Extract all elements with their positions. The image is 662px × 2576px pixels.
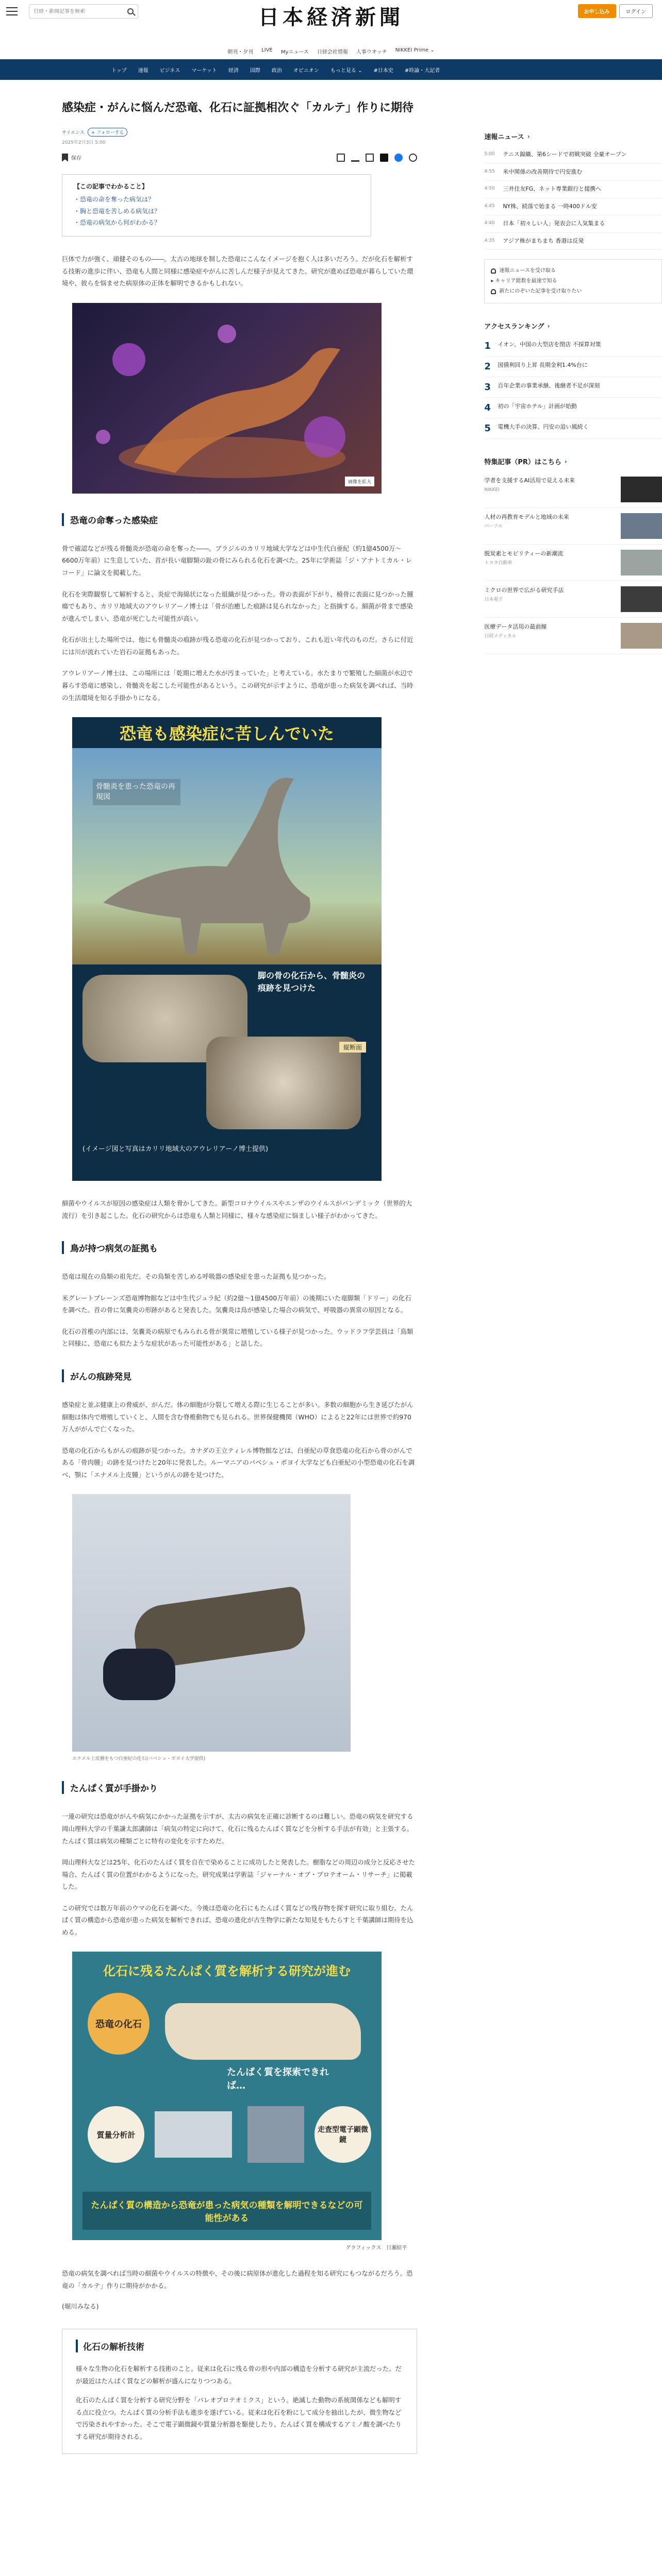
pr-heading[interactable] <box>484 456 662 466</box>
closing-paragraph: 恐竜の病気を調べれば当時の細菌やウイルスの特徴や、その後に病原体が進化した過程を知る研究にもつながるだろう。恐竜の「カルテ」作りに期待がかかる。 <box>62 2269 413 2290</box>
search-input[interactable] <box>34 9 127 14</box>
rank-text: 百年企業の事業承継、後継者不足が深刻 <box>498 382 600 389</box>
section-heading: たんぱく質が手掛かり <box>62 1781 417 1794</box>
news-text: アジア株がまちまち 香港は反発 <box>503 237 584 244</box>
bookmark-icon <box>62 154 68 162</box>
subnav-item[interactable]: Myニュース <box>280 49 309 55</box>
publish-date: 2025年2月3日 5:00 <box>62 140 106 145</box>
expand-image-button[interactable]: 画像を拡大 <box>345 477 374 486</box>
protein-research-figure[interactable] <box>62 1952 417 2251</box>
nav-item[interactable]: トップ <box>111 67 127 74</box>
figure-conclusion: たんぱく質の構造から恐竜が患った病気の種類を解明できるなどの可能性がある <box>82 2192 371 2230</box>
subnav-item[interactable]: 日経会社情報 <box>317 49 348 55</box>
pr-item[interactable] <box>484 545 662 581</box>
x-share-icon[interactable] <box>380 154 388 162</box>
nav-item[interactable]: #日本史 <box>373 67 393 74</box>
sidebar <box>484 80 662 2454</box>
pr-item[interactable] <box>484 581 662 618</box>
label-fossil-circle: 恐竜の化石 <box>88 1993 150 2055</box>
body-paragraph: 化石を実際観察して解析すると、炎症で海綿状になった組織が見つかった。骨の表面が下がり、橈骨に表面に見つかった腫瘍でもあり、カリリ地域大のアウレリアーノ博士は「骨が治癒した痕跡は見られなかった」と指摘する。細菌が骨まで感染が進んでしまい、恐竜が死亡した可能性が高い。 <box>62 590 413 622</box>
label-fossil: 脚の骨の化石から、骨髄炎の痕跡を見つけた <box>258 971 366 993</box>
body-paragraph: 恐竜の化石からもがんの痕跡が見つかった。カナダの王立ティレル博物館などは、白亜紀の草食恐竜の化石から骨のがんである「骨肉腫」の跡を見つけたと20年に発表した。ルーマニアのバベシュ・ボヨイ大学なども白亜紀の小型恐竜の化石を調べ、顎に「エナメル上皮腫」というがんの跡を見つけた。 <box>62 1446 415 1479</box>
font-size-icon[interactable] <box>351 154 359 162</box>
ranking-item[interactable] <box>484 357 662 377</box>
hero-figure <box>62 303 417 494</box>
label-cross-section: 縦断面 <box>339 1042 366 1053</box>
pr-title: 人材の再教育モデルと地域の未来 <box>484 514 569 520</box>
pr-source: パーソル <box>484 523 503 529</box>
nav-item[interactable]: 経済 <box>228 67 239 74</box>
pr-item[interactable] <box>484 618 662 654</box>
nav-item[interactable]: ビジネス <box>159 67 180 74</box>
link-copy-icon[interactable] <box>409 154 417 162</box>
ranking-list <box>484 336 662 439</box>
pr-list <box>484 471 662 654</box>
pr-title: ミクロの世界で広がる研究手法 <box>484 587 564 594</box>
illustration-svg <box>72 303 382 494</box>
pr-thumbnail <box>621 550 662 575</box>
summary-item[interactable]: ・胸と恐竜を苦しめる病気は？ <box>74 207 161 215</box>
summary-item[interactable]: ・恐竜の病気から何がわかる？ <box>74 219 161 227</box>
nav-item[interactable]: 速報 <box>138 67 148 74</box>
body-paragraph: 米グレートプレーンズ恐竜博物館などは中生代ジュラ紀（約2億～1億4500万年前）の後期にいた竜脚類「ドリー」の化石を調べた。首の骨に気嚢炎の形跡があると発表した。気嚢炎は鳥が感染した場合の病気で、呼吸器の異常の原因となる。 <box>62 1294 411 1314</box>
fossil-photo-panel <box>72 964 382 1160</box>
pr-source: 日本電子 <box>484 597 503 602</box>
pr-thumbnail <box>621 623 662 649</box>
figure-title: 恐竜も感染症に苦しんでいた <box>119 724 334 744</box>
figure-credit: グラフィックス 日瀬紹平 <box>345 2245 407 2251</box>
facebook-share-icon[interactable] <box>394 154 403 162</box>
search-icon[interactable] <box>127 8 134 14</box>
nav-item[interactable]: マーケット <box>191 67 217 74</box>
news-item[interactable] <box>484 198 662 216</box>
news-time: 4:45 <box>484 203 495 209</box>
main-navigation <box>0 59 662 80</box>
body-paragraph: 細菌やウイルスが原因の感染症は人類を脅かしてきた。新型コロナウイルスやエンザのウイルスがパンデミック（世界的大流行）を引き起こした。化石の研究からは恐竜も人類と同様に、様々な感染症に悩ましい様子がわかってきた。 <box>62 1199 412 1219</box>
subnav-item[interactable]: 朝刊・夕刊 <box>227 49 254 55</box>
ranking-item[interactable] <box>484 336 662 357</box>
subscribe-button[interactable]: お申し込み <box>578 4 616 18</box>
body-paragraph: この研究では数万年前のウマの化石を調べた。今後は恐竜の化石にもたんぱく質などの残存物を探す研究に取り組む。たんぱく質の構造から恐竜が患った病気を解析できれば、恐竜の進化が古生物学に新たな知見をもたらすと千葉講師は期待を込める。 <box>62 1904 413 1936</box>
chevron-right-icon: › <box>547 322 550 330</box>
promo-text: 速報ニュースを受け取る <box>499 268 556 274</box>
nav-item[interactable]: 政治 <box>271 67 282 74</box>
pr-thumbnail <box>621 513 662 539</box>
subnav-item[interactable]: 人事ウオッチ <box>356 49 387 55</box>
pr-source: 日経メディカル <box>484 633 517 639</box>
pr-title: 学者を支援するAI活用で見える未来 <box>484 477 575 484</box>
topic-tag[interactable]: サイエンス <box>62 130 85 135</box>
rank-number: 1 <box>484 341 491 351</box>
body-paragraph: 化石が出土した場所では、他にも骨髄炎の痕跡が残る恐竜の化石が見つかっており、これも近い年代のものだ。さらに付近には川が流れていた岩石の証拠もあった。 <box>62 636 413 656</box>
mass-spectrometer-image <box>155 2111 232 2158</box>
promo-text: 新たにのぞいた記事を受け取りたい <box>499 289 582 294</box>
glossary-paragraph: 様々な生物の化石を解析する技術のこと。従来は化石に残る骨の形や内部の構造を分析する研究が主流だった。だが最近はたんぱく質などの解析が盛んになりつつある。 <box>76 2365 402 2385</box>
pr-item[interactable] <box>484 508 662 545</box>
dinosaur-virus-illustration[interactable] <box>72 303 382 494</box>
body-paragraph: 感染症と並ぶ健康上の脅威が、がんだ。体の細胞が分裂して増える際に生じることが多い。多数の細胞から生き延びたがん細胞は体内で増殖していくと、人間を含む脊椎動物でも見られる。世界保健機関（WHO）によると22年には世界で約970万人ががんで亡くなった。 <box>62 1401 413 1433</box>
body-paragraph: 岡山理科大などは25年、化石のたんぱく質を自在で染めることに成功したと発表した。樹脂などの周辺の成分と反応させた場合、たんぱく質の位置がわかるようになった。研究成果は学術誌「ジャーナル・オブ・プロテオーム・リサーチ」に掲載した。 <box>62 1858 415 1891</box>
ranking-item[interactable] <box>484 377 662 398</box>
section-heading: がんの痕跡発見 <box>62 1369 417 1382</box>
news-text: テニス錦織、第6シードで初戦突破 全豪オープン <box>503 151 627 158</box>
promo-line[interactable] <box>491 266 655 276</box>
intro-paragraph: 巨体で力が強く、頑健そのもの――。太古の地球を制した恐竜にこんなイメージを抱く人は多いだろう。だが化石を解析する技術の進歩に伴い、恐竜も人間と同様に感染症やがんに苦しんだ様子が見えてきた。研究が進めば恐竜が暮らしていた環境や、彼らを悩ませた病原体の正体を解明できるかもしれない。 <box>62 255 413 287</box>
news-item[interactable] <box>484 146 662 164</box>
news-heading-label: 速報ニュース <box>484 133 524 141</box>
summary-title: 【この記事でわかること】 <box>74 182 148 190</box>
ranking-heading[interactable] <box>484 321 662 331</box>
pr-source: NIKKEI <box>484 487 500 493</box>
dinosaur-reconstruction-image <box>72 748 382 964</box>
site-logo[interactable]: 日本経済新聞 <box>258 5 404 29</box>
pr-thumbnail <box>621 477 662 502</box>
body-paragraph: アウレリアーノ博士は、この場所には「乾期に増えた水が汚まっていた」と考えている。水たまりで繁殖した細菌が水辺で暮らす恐竜に感染し、骨髄炎を起こした可能性があるという。この研究が示すように、恐竜が患った病気を調べれば、当時の生活環境を知る手掛かりになる。 <box>62 669 413 702</box>
top-bar <box>0 0 662 29</box>
figure-title: 化石に残るたんぱく質を解析する研究が進む <box>103 1964 351 1979</box>
news-text: 日本「初々しい人」発表会に人気集まる <box>503 220 605 227</box>
article-headline: 感染症・がんに悩んだ恐竜、化石に証拠相次ぐ「カルテ」作りに期待 <box>62 101 414 114</box>
news-time: 4:55 <box>484 168 495 174</box>
bell-icon <box>491 268 496 274</box>
save-label: 保存 <box>71 156 81 162</box>
article-summary-box <box>62 174 371 236</box>
news-time: 5:00 <box>484 151 495 157</box>
news-item[interactable] <box>484 233 662 250</box>
news-item[interactable] <box>484 215 662 233</box>
news-time: 4:50 <box>484 186 495 191</box>
ranking-item[interactable] <box>484 398 662 418</box>
label-extraction: たんぱく質を探索できれば… <box>227 2067 329 2092</box>
chevron-right-icon: › <box>564 457 567 465</box>
subnav-item[interactable]: NIKKEI Prime ⌄ <box>395 47 435 53</box>
subnav-item[interactable]: LIVE <box>261 47 273 53</box>
glossary-title: 化石の解析技術 <box>76 2340 403 2352</box>
bell-icon <box>491 289 496 294</box>
fossil-photo-2 <box>206 1037 361 1129</box>
follow-button[interactable]: + フォローする <box>88 128 128 137</box>
nav-item[interactable]: 国際 <box>250 67 260 74</box>
ranking-heading-label: アクセスランキング <box>484 323 544 331</box>
rank-text: 初の「宇宙ホテル」計画が始動 <box>498 403 577 410</box>
news-time: 4:35 <box>484 238 495 243</box>
save-button[interactable] <box>62 154 81 162</box>
rank-number: 5 <box>484 423 491 434</box>
article-toolbar <box>62 154 417 162</box>
pr-title: 脱炭素とモビリティーの新潮流 <box>484 550 564 557</box>
search-box[interactable] <box>29 4 138 19</box>
news-text: 三井住友FG、ネット専業銀行と提携へ <box>503 185 602 192</box>
chevron-right-icon: › <box>527 132 530 140</box>
news-heading[interactable] <box>484 131 662 141</box>
author-name: (堀川みなる) <box>62 2302 99 2310</box>
label-reconstruction: 骨髄炎を患った恐竜の再現図 <box>93 779 180 805</box>
label-mass-spec: 質量分析計 <box>88 2106 144 2163</box>
jaw-fossil-figure[interactable] <box>62 1494 417 1761</box>
print-icon[interactable] <box>337 154 345 162</box>
figure-caption: エナメル上皮腫をもつ白亜紀の化石(バベシュ・ボヨイ大学提供) <box>72 1756 206 1762</box>
glossary-box <box>62 2329 417 2453</box>
news-text: 米中関係の改善期待で円安進む <box>503 168 583 175</box>
summary-item[interactable]: ・恐竜の命を奪った病気は？ <box>74 195 155 203</box>
body-paragraph: 化石の首椎の内部には、気嚢炎の病原でもみられる骨が異常に増殖している様子が見つかった。ウッドラフ学芸員は「鳥類と同様に、恐竜にも似たような症状があった可能性がある」と話した。 <box>62 1327 413 1348</box>
body-paragraph: 恐竜は現在の鳥類の祖先だ。その鳥類を苦しめる呼吸器の感染症を患った証拠も見つかった。 <box>62 1273 330 1281</box>
ranking-item[interactable] <box>484 418 662 439</box>
news-item[interactable] <box>484 181 662 198</box>
body-paragraph: 骨で確認などが残る骨髄炎が恐竜の命を奪った――。ブラジルのカリリ地域大学などは中生代白亜紀（約1億4500万～6600万年前）に生息していた、首が長い竜脚類の趾の骨にみられる化石を調べた。25年に学術誌「ジ・アナトミカル・レコード」に論文を掲載した。 <box>62 544 412 577</box>
figure-credit: (イメージ図と写真はカリリ地域大のアウレリアーノ博士提供) <box>82 1145 269 1154</box>
notification-promo <box>484 259 662 303</box>
promo-line[interactable] <box>491 286 655 297</box>
rank-number: 2 <box>484 361 491 372</box>
login-button[interactable]: ログイン <box>619 4 653 18</box>
mail-icon[interactable] <box>366 154 374 162</box>
pr-item[interactable] <box>484 471 662 508</box>
rank-number: 4 <box>484 402 491 413</box>
pr-thumbnail <box>621 586 662 612</box>
news-list <box>484 146 662 250</box>
rank-text: 国債利回り上昇 長期金利1.4%台に <box>498 362 588 368</box>
hamburger-menu-icon[interactable] <box>6 7 18 15</box>
nav-item[interactable]: オピニオン <box>293 67 319 74</box>
rank-number: 3 <box>484 382 491 393</box>
infection-figure[interactable] <box>62 717 417 1181</box>
section-heading: 恐竜の命奪った感染症 <box>62 513 417 526</box>
promo-line[interactable]: ▸ キャリア総数を最速で知る <box>491 278 557 284</box>
news-text: NY株、続落で始まる 一時400ドル安 <box>503 202 597 210</box>
electron-microscope-image <box>247 2106 304 2163</box>
nav-item[interactable]: #時論・大記者 <box>404 67 440 74</box>
jaw-fossil-photo <box>72 1494 351 1752</box>
pr-heading-label: 特集記事（PR）はこちら <box>484 459 561 466</box>
rank-text: イオン、中国の大型店を閉店 不採算対策 <box>498 341 601 348</box>
label-sem: 走査型電子顕微鏡 <box>315 2106 371 2163</box>
news-time: 4:40 <box>484 221 495 226</box>
body-paragraph: 一連の研究は恐竜ががんや病気にかかった証拠を示すが、太古の病気を正確に診断するのは難しい。恐竜の病気を研究する岡山理科大学の千葉謙太郎講師は「病気の特定に向けて、化石に残るたんぱく質などを分析する手法が有効」と主張する。たんぱく質は病気の種類ごとに特有の変化を示すためだ。 <box>62 1812 413 1845</box>
article <box>62 80 417 2454</box>
nav-item[interactable]: もっと見る ⌄ <box>330 67 362 74</box>
section-heading: 鳥が持つ病気の証拠も <box>62 1241 417 1254</box>
news-item[interactable] <box>484 164 662 181</box>
rank-text: 電機大手の決算、円安の追い風続く <box>498 423 589 430</box>
pr-title: 医療データ活用の最前線 <box>484 623 547 630</box>
pr-source: トヨタ自動車 <box>484 560 512 566</box>
skull-illustration <box>165 2003 361 2060</box>
glossary-paragraph: 化石のたんぱく質を分析する研究分野を「パレオプロテオミクス」という。絶滅した動物の系統関係なども解明する点に役立つ。たんぱく質の分析手法も進歩を遂げている。従来は化石を粉にして成分を抽出したが、微生物などで汚染されやすかった。そこで電子顕微鏡や質量分析器を駆使したり、たんぱく質を構成するアミノ酸を調べたりする研究が期待される。 <box>76 2396 402 2441</box>
